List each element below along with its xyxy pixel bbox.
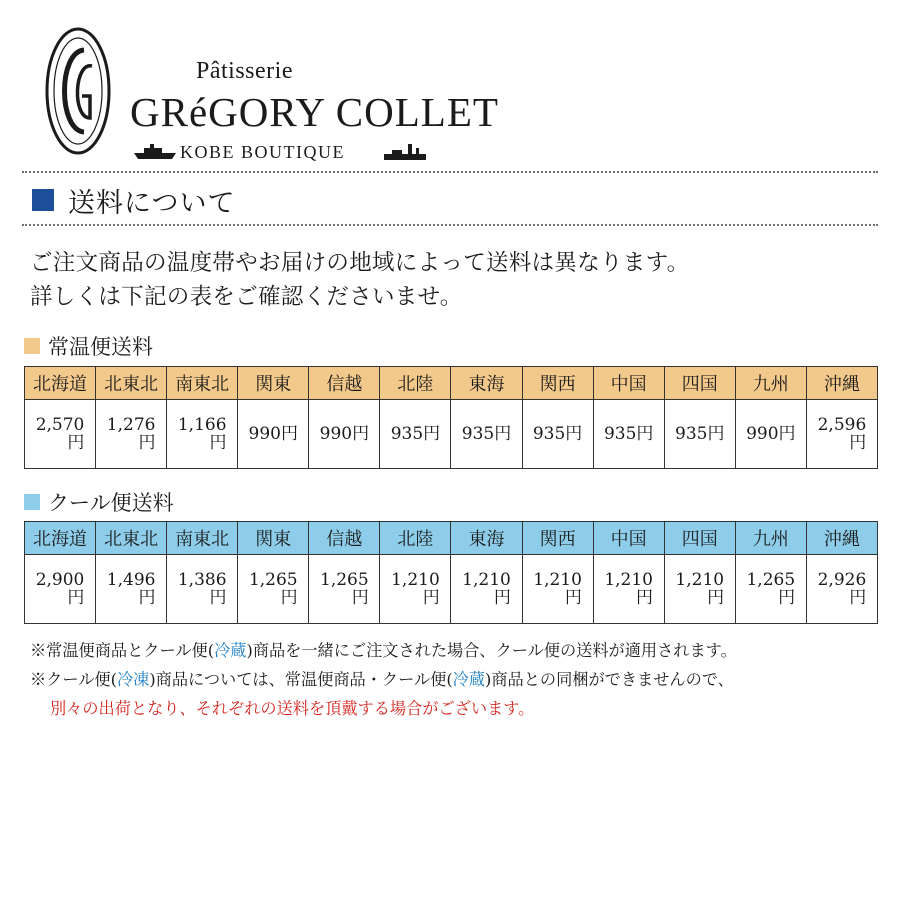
price-yen: 円 (67, 588, 85, 608)
price-value (818, 571, 867, 607)
price-yen: 円 (849, 433, 867, 453)
price-cell (451, 555, 522, 624)
price-yen: 円 (707, 588, 725, 608)
region-header: 北陸 (380, 367, 451, 400)
price-value (675, 425, 724, 443)
price-yen: 円 (351, 588, 369, 608)
price-amount: 990円 (319, 424, 370, 444)
price-value (107, 571, 156, 607)
ambient-label-text: 常温便送料 (48, 335, 153, 359)
price-yen: 円 (564, 588, 582, 608)
price-cell (522, 555, 593, 624)
price-value (533, 571, 582, 607)
region-header: 関西 (522, 367, 593, 400)
price-cell (451, 400, 522, 469)
price-cell (664, 555, 735, 624)
price-value (320, 571, 369, 607)
price-amount: 2,926 (817, 570, 867, 590)
region-header: 北海道 (25, 522, 96, 555)
price-amount: 1,210 (675, 570, 725, 590)
price-value (675, 571, 724, 607)
price-yen: 円 (138, 433, 156, 453)
price-value (391, 571, 440, 607)
price-cell (806, 400, 877, 469)
price-value (391, 425, 440, 443)
price-cell (309, 400, 380, 469)
price-yen: 円 (280, 588, 298, 608)
intro-line: 詳しくは下記の表をご確認くださいませ。 (30, 284, 463, 310)
price-cell (96, 555, 167, 624)
price-amount: 990円 (248, 424, 298, 444)
price-cell (167, 400, 238, 469)
region-header: 東海 (451, 522, 522, 555)
region-header: 沖縄 (806, 367, 877, 400)
price-amount: 935円 (390, 424, 441, 444)
price-cell (522, 400, 593, 469)
price-yen: 円 (138, 588, 156, 608)
price-cell (238, 555, 309, 624)
note-highlight: 冷蔵 (214, 641, 247, 660)
cool-label (24, 487, 174, 517)
region-header: 中国 (593, 522, 664, 555)
region-header: 信越 (309, 367, 380, 400)
cool-rate-table (24, 521, 878, 624)
price-amount: 935円 (461, 424, 512, 444)
region-header: 南東北 (167, 367, 238, 400)
region-header: 九州 (735, 522, 806, 555)
price-cell (735, 400, 806, 469)
note-warning: 別々の出荷となり、それぞれの送料を頂戴する場合がございます。 (50, 699, 535, 718)
note-line (30, 665, 737, 694)
brand-top-text: Pâtisserie (196, 58, 293, 84)
region-header: 南東北 (167, 522, 238, 555)
price-yen: 円 (67, 433, 85, 453)
price-value (178, 416, 227, 452)
note-line (30, 636, 737, 665)
price-value (604, 571, 653, 607)
brand-logo (44, 26, 499, 162)
note-highlight: 冷凍 (116, 670, 150, 689)
section-title: 送料について (68, 187, 236, 219)
price-cell (25, 400, 96, 469)
region-header: 四国 (664, 522, 735, 555)
price-amount: 1,265 (746, 570, 796, 590)
price-value (107, 416, 156, 452)
price-cell (96, 400, 167, 469)
table-header-row (25, 522, 878, 555)
price-cell (25, 555, 96, 624)
price-value (746, 425, 795, 443)
region-header: 九州 (735, 367, 806, 400)
price-amount: 1,210 (462, 570, 511, 590)
region-header: 東海 (451, 367, 522, 400)
ambient-label (24, 331, 153, 361)
price-yen: 円 (209, 588, 227, 608)
price-amount: 990円 (746, 424, 796, 444)
price-value (249, 571, 298, 607)
region-header: 信越 (309, 522, 380, 555)
price-cell (593, 555, 664, 624)
price-value (178, 571, 227, 607)
price-amount: 1,276 (106, 415, 156, 435)
price-yen: 円 (422, 588, 440, 608)
region-header: 沖縄 (806, 522, 877, 555)
price-amount: 2,900 (35, 570, 85, 590)
price-amount: 2,570 (35, 415, 85, 435)
price-yen: 円 (778, 588, 796, 608)
dotted-divider (22, 171, 878, 173)
price-amount: 1,210 (391, 570, 440, 590)
price-cell (380, 400, 451, 469)
note-text: )商品との同梱ができませんので、 (485, 670, 734, 689)
table-row (25, 400, 878, 469)
note-text: ※常温便商品とクール便( (30, 641, 215, 660)
price-cell (167, 555, 238, 624)
note-text: ※クール便( (30, 670, 117, 689)
price-cell (380, 555, 451, 624)
price-amount: 1,265 (248, 570, 298, 590)
heading-square-icon (32, 189, 54, 211)
price-cell (309, 555, 380, 624)
region-header: 北東北 (96, 522, 167, 555)
price-value (818, 416, 867, 452)
price-value (462, 571, 511, 607)
price-cell (593, 400, 664, 469)
factory-icon (384, 144, 426, 160)
price-yen: 円 (636, 588, 653, 608)
ambient-rate-table (24, 366, 878, 469)
region-header: 関東 (238, 367, 309, 400)
price-amount: 935円 (603, 424, 654, 444)
cool-square-icon (24, 494, 40, 510)
price-amount: 935円 (532, 424, 583, 444)
section-heading (32, 184, 236, 219)
note-text: )商品を一緒にご注文された場合、クール便の送料が適用されます。 (246, 641, 737, 660)
price-yen: 円 (849, 588, 867, 608)
price-cell (238, 400, 309, 469)
intro-line: ご注文商品の温度帯やお届けの地域によって送料は異なります。 (30, 250, 690, 276)
price-value (36, 416, 85, 452)
price-value (36, 571, 85, 607)
gc-monogram-logo (44, 26, 112, 156)
price-value (462, 425, 511, 443)
price-value (320, 425, 369, 443)
price-yen: 円 (493, 588, 511, 608)
region-header: 関西 (522, 522, 593, 555)
price-cell (806, 555, 877, 624)
price-cell (735, 555, 806, 624)
price-value (533, 425, 582, 443)
price-amount: 935円 (675, 424, 725, 444)
price-yen: 円 (209, 433, 227, 453)
note-highlight: 冷蔵 (452, 670, 486, 689)
region-header: 北海道 (25, 367, 96, 400)
price-amount: 1,496 (106, 570, 156, 590)
price-amount: 1,386 (177, 570, 227, 590)
ship-icon (132, 144, 178, 160)
ambient-square-icon (24, 338, 40, 354)
price-value (604, 425, 653, 443)
cool-label-text: クール便送料 (48, 491, 174, 515)
region-header: 北東北 (96, 367, 167, 400)
note-text: )商品については、常温便商品・クール便( (149, 670, 453, 689)
notes (30, 636, 737, 723)
region-header: 中国 (593, 367, 664, 400)
intro-text (30, 246, 689, 314)
price-value (249, 425, 298, 443)
price-amount: 1,210 (604, 570, 653, 590)
region-header: 四国 (664, 367, 735, 400)
brand-name: GRéGORY COLLET (130, 89, 499, 135)
price-amount: 2,596 (817, 415, 867, 435)
price-amount: 1,210 (533, 570, 582, 590)
brand-subtitle: KOBE BOUTIQUE (180, 142, 345, 162)
table-header-row (25, 367, 878, 400)
price-value (746, 571, 795, 607)
price-amount: 1,265 (320, 570, 369, 590)
price-amount: 1,166 (177, 415, 227, 435)
region-header: 北陸 (380, 522, 451, 555)
region-header: 関東 (238, 522, 309, 555)
table-row (25, 555, 878, 624)
dotted-divider (22, 224, 878, 226)
price-cell (664, 400, 735, 469)
